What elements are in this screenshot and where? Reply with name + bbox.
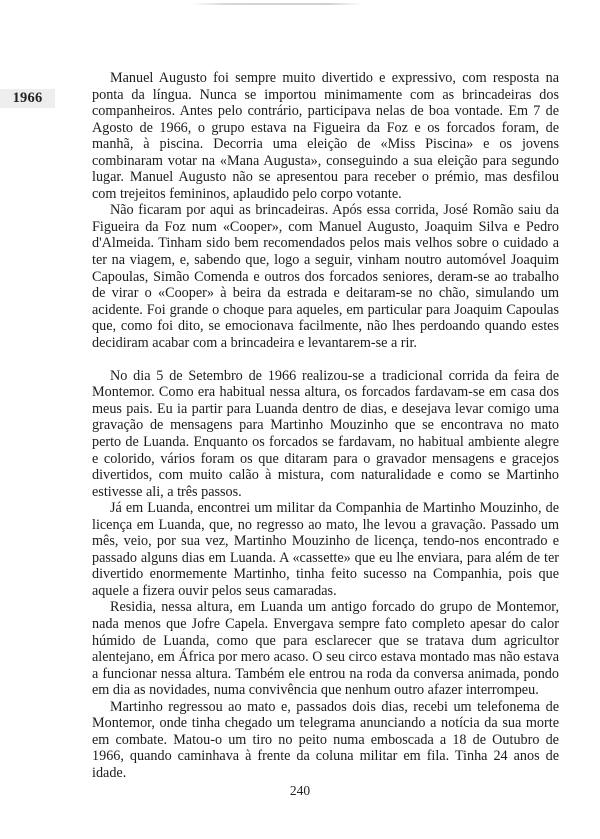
page-body <box>92 70 559 781</box>
margin-year-tag <box>0 89 55 108</box>
page-number: 240 <box>289 783 311 798</box>
margin-year-label: 1966 <box>12 90 43 106</box>
paragraph-swimming-pool-election: Manuel Augusto foi sempre muito divertido e expressivo, com resposta na ponta da língua. Nunca se importou minimamente com as brincadeiras dos companheiros. Antes pelo contrário, participava nelas de boa vontade. Em 7 de Agosto de 1966, o grupo estava na Figueira da Foz e os forcados foram, de manhã, à piscina. Decorria uma eleição de «Miss Piscina» e os jovens combinaram votar na «Mana Augusta», conseguindo a sua eleição para segundo lugar. Manuel Augusto não se apresentou para receber o prémio, mas desfilou com trejeitos femininos, aplaudido pelo corpo votante. <box>92 70 559 202</box>
paragraph-montemor-recording: No dia 5 de Setembro de 1966 realizou-se a tradicional corrida da feira de Montemor. Como era habitual nessa altura, os forcados fardavam-se em casa dos meus pais. Eu ia partir para Luanda dentro de dias, e desejava levar comigo uma gravação de mensagens para Martinho Mouzinho que se encontrava no mato perto de Luanda. Enquanto os forcados se fardavam, no habitual ambiente alegre e colorido, vários foram os que ditaram para o gravador mensagens e gracejos divertidos, com muito calão à mistura, com naturalidade e como se Martinho estivesse ali, a três passos. <box>92 367 559 500</box>
header-rule <box>192 3 362 5</box>
paragraph-luanda-cassette: Já em Luanda, encontrei um militar da Companhia de Martinho Mouzinho, de licença em Luanda, que, no regresso ao mato, lhe levou a gravação. Passado um mês, veio, por sua vez, Martinho Mouzinho de licença, tendo-nos encontrado e passado alguns dias em Luanda. A «cassette» que eu lhe enviara, para além de ter divertido enormemente Martinho, tinha feito sucesso na Companhia, pois que aquele a fizera ouvir pelos seus camaradas. <box>92 500 559 599</box>
paragraph-cooper-prank: Não ficaram por aqui as brincadeiras. Após essa corrida, José Romão saiu da Figueira da Foz num «Cooper», com Manuel Augusto, Joaquim Silva e Pedro d'Almeida. Tinham sido bem recomendados pelos mais velhos sobre o cuidado a ter na viagem, e, sabendo que, logo a seguir, vinham noutro automóvel Joaquim Capoulas, Simão Comenda e outros dos forcados seniores, deram-se ao trabalho de virar o «Cooper» à beira da estrada e deitaram-se no chão, simulando um acidente. Foi grande o choque para aqueles, em particular para Joaquim Capoulas que, como foi dito, se emocionava facilmente, não lhes perdoando quando estes decidiram acabar com a brincadeira e levantarem-se a rir. <box>92 202 559 351</box>
paragraph-martinho-death: Martinho regressou ao mato e, passados dois dias, recebi um telefonema de Montemor, onde tinha chegado um telegrama anunciando a notícia da sua morte em combate. Matou-o um tiro no peito numa emboscada a 18 de Outubro de 1966, quando caminhava à frente da coluna militar em fila. Tinha 24 anos de idade. <box>92 698 559 781</box>
paragraph-jofre-capela: Residia, nessa altura, em Luanda um antigo forcado do grupo de Montemor, nada menos que Jofre Capela. Envergava sempre fato completo apesar do calor húmido de Luanda, como que para esclarecer que se tratava dum agricultor alentejano, em África por mero acaso. O seu circo estava montado mas não estava a funcionar nessa altura. Também ele entrou na roda da conversa animada, pondo em dia as novidades, numa convivência que nenhum outro afazer interrompeu. <box>92 599 559 699</box>
